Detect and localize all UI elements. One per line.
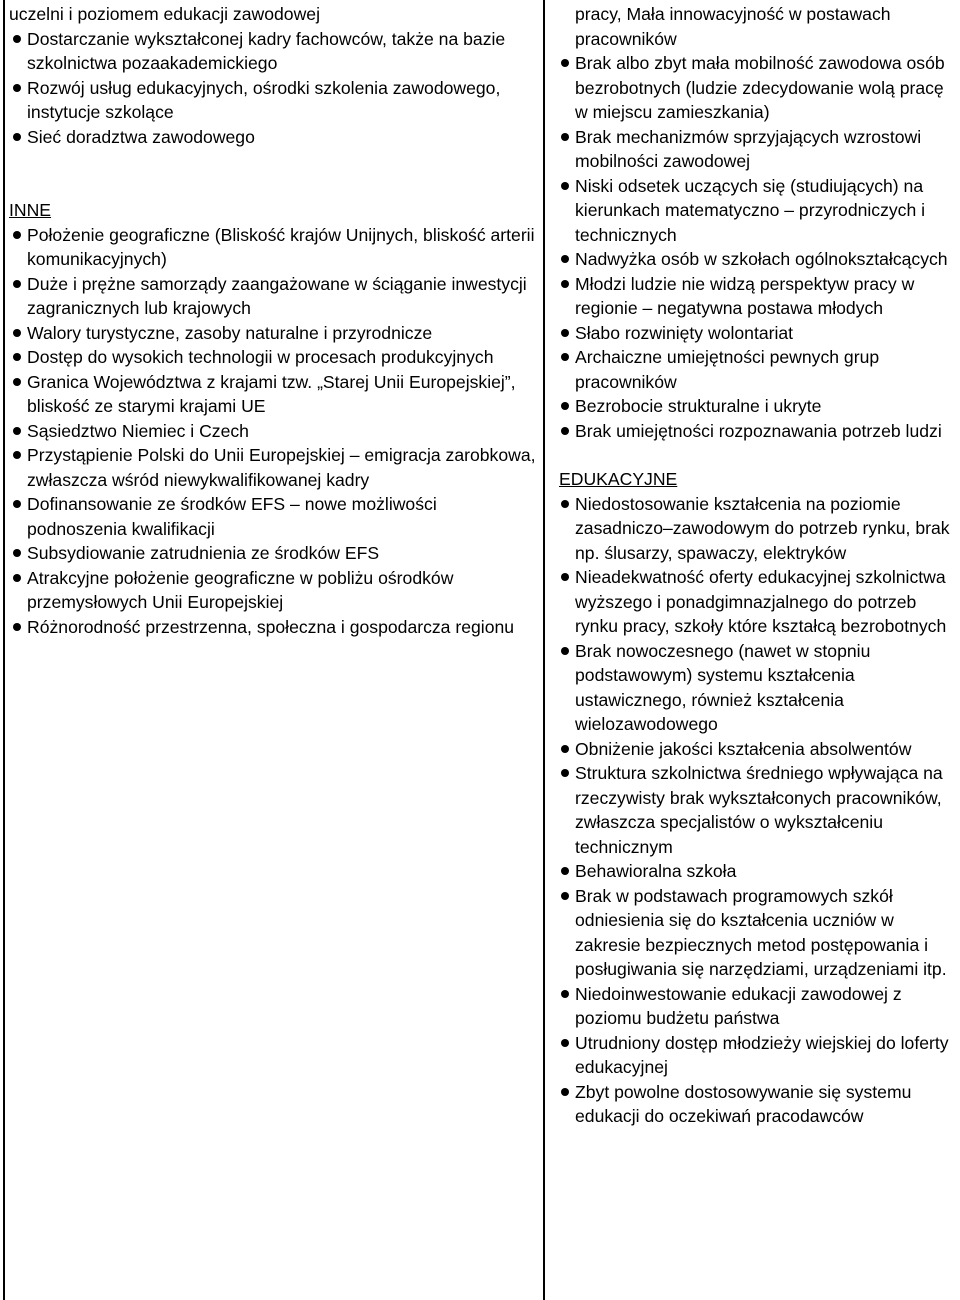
list-item: Granica Województwa z krajami tzw. „Starej Unii Europejskiej”, bliskość ze starymi krajami UE bbox=[27, 370, 539, 419]
left-column bbox=[4, 0, 544, 1300]
list-item: Behawioralna szkoła bbox=[575, 859, 957, 884]
list-item: Słabo rozwinięty wolontariat bbox=[575, 321, 957, 346]
list-item: Obniżenie jakości kształcenia absolwentów bbox=[575, 737, 957, 762]
list-item: Brak w podstawach programowych szkół odniesienia się do kształcenia uczniów w zakresie bezpiecznych metod postępowania i posługiwania się narzędziami, urządzeniami itp. bbox=[575, 884, 957, 982]
list-item: Utrudniony dostęp młodzieży wiejskiej do loferty edukacyjnej bbox=[575, 1031, 957, 1080]
list-item: Zbyt powolne dostosowywanie się systemu edukacji do oczekiwań pracodawców bbox=[575, 1080, 957, 1129]
list-item: Bezrobocie strukturalne i ukryte bbox=[575, 394, 957, 419]
list-item: Subsydiowanie zatrudnienia ze środków EFS bbox=[27, 541, 539, 566]
list-item: Sąsiedztwo Niemiec i Czech bbox=[27, 419, 539, 444]
section-heading-inne: INNE bbox=[9, 200, 52, 220]
list-item: Dostarczanie wykształconej kadry fachowców, także na bazie szkolnictwa pozaakademickiego bbox=[27, 27, 539, 76]
list-item: Nadwyżka osób w szkołach ogólnokształcących bbox=[575, 247, 957, 272]
list-item: Niedostosowanie kształcenia na poziomie zasadniczo–zawodowym do potrzeb rynku, brak np. ślusarzy, spawaczy, elektryków bbox=[575, 492, 957, 566]
list-item: Walory turystyczne, zasoby naturalne i przyrodnicze bbox=[27, 321, 539, 346]
list-item: Atrakcyjne położenie geograficzne w pobliżu ośrodków przemysłowych Unii Europejskiej bbox=[27, 566, 539, 615]
list-item: Przystąpienie Polski do Unii Europejskiej – emigracja zarobkowa, zwłaszcza wśród niewykwalifikowanej kadry bbox=[27, 443, 539, 492]
swot-table bbox=[3, 0, 960, 1300]
left-intro-text: uczelni i poziomem edukacji zawodowej bbox=[9, 4, 320, 24]
list-item: Dofinansowanie ze środków EFS – nowe możliwości podnoszenia kwalifikacji bbox=[27, 492, 539, 541]
list-item: Rozwój usług edukacyjnych, ośrodki szkolenia zawodowego, instytucje szkolące bbox=[27, 76, 539, 125]
list-item: Duże i prężne samorządy zaangażowane w ściąganie inwestycji zagranicznych lub krajowych bbox=[27, 272, 539, 321]
list-item: Brak umiejętności rozpoznawania potrzeb ludzi bbox=[575, 419, 957, 444]
right-column bbox=[544, 0, 960, 1300]
list-item: Różnorodność przestrzenna, społeczna i gospodarcza regionu bbox=[27, 615, 539, 640]
list-item: Dostęp do wysokich technologii w procesach produkcyjnych bbox=[27, 345, 539, 370]
table-row bbox=[4, 0, 960, 1300]
right-intro-text: pracy, Mała innowacyjność w postawach pracowników bbox=[575, 4, 891, 49]
list-item: Archaiczne umiejętności pewnych grup pracowników bbox=[575, 345, 957, 394]
list-item: Nieadekwatność oferty edukacyjnej szkolnictwa wyższego i ponadgimnazjalnego do potrzeb rynku pracy, szkoły które kształcą bezrobotnych bbox=[575, 565, 957, 639]
list-item: Brak albo zbyt mała mobilność zawodowa osób bezrobotnych (ludzie zdecydowanie wolą pracę w miejscu zamieszkania) bbox=[575, 51, 957, 125]
list-item: Położenie geograficzne (Bliskość krajów Unijnych, bliskość arterii komunikacyjnych) bbox=[27, 223, 539, 272]
list-item: Struktura szkolnictwa średniego wpływająca na rzeczywisty brak wykształconych pracowników, zwłaszcza specjalistów o wykształceniu technicznym bbox=[575, 761, 957, 859]
list-item: Młodzi ludzie nie widzą perspektyw pracy w regionie – negatywna postawa młodych bbox=[575, 272, 957, 321]
list-item: Niedoinwestowanie edukacji zawodowej z poziomu budżetu państwa bbox=[575, 982, 957, 1031]
list-item: Brak mechanizmów sprzyjających wzrostowi mobilności zawodowej bbox=[575, 125, 957, 174]
list-item: Sieć doradztwa zawodowego bbox=[27, 125, 539, 150]
list-item: Niski odsetek uczących się (studiujących) na kierunkach matematyczno – przyrodniczych i technicznych bbox=[575, 174, 957, 248]
list-item: Brak nowoczesnego (nawet w stopniu podstawowym) systemu kształcenia ustawicznego, również kształcenia wielozawodowego bbox=[575, 639, 957, 737]
section-heading-edukacyjne: EDUKACYJNE bbox=[559, 469, 678, 489]
